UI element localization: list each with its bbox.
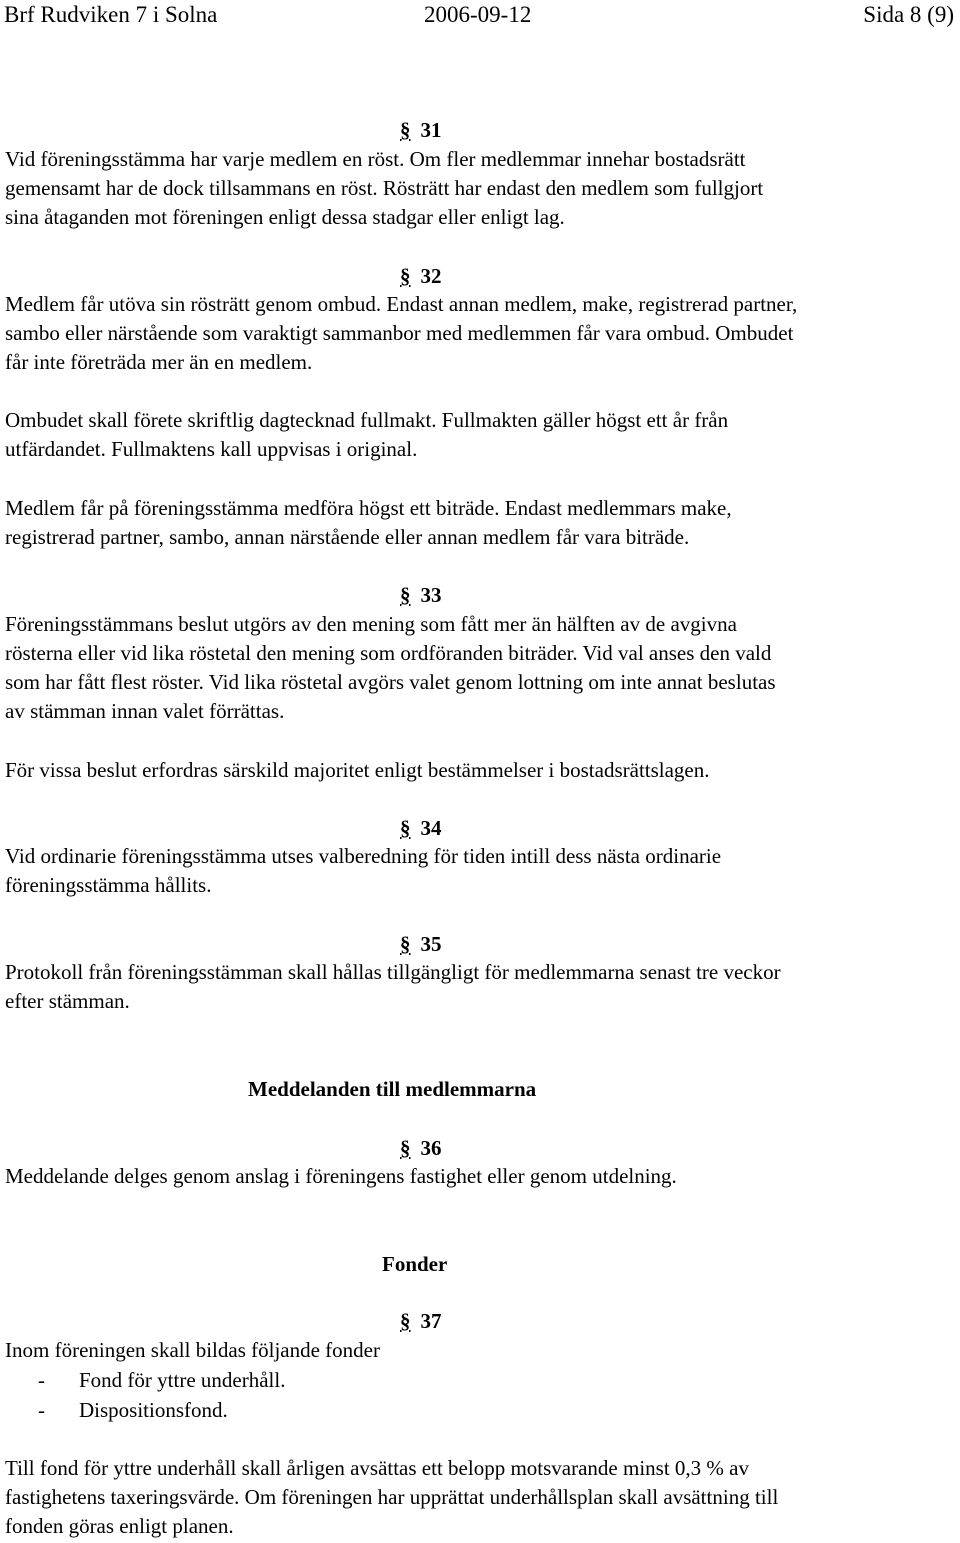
list-item-text: Dispositionsfond. bbox=[79, 1398, 228, 1422]
text-line: gemensamt har de dock tillsammans en röst. Rösträtt har endast den medlem som fullgjort bbox=[5, 176, 764, 200]
paragraph-symbol: § bbox=[400, 1136, 411, 1160]
section-number: 31 bbox=[420, 118, 442, 142]
text-line: fastighetens taxeringsvärde. Om föreningen har upprättat underhållsplan skall avsättning till bbox=[5, 1485, 779, 1509]
section-35-heading bbox=[400, 930, 442, 959]
text-line: utfärdandet. Fullmaktens kall uppvisas i original. bbox=[5, 437, 418, 461]
section-number: 33 bbox=[420, 583, 442, 607]
text-line: Vid föreningsstämma har varje medlem en röst. Om fler medlemmar innehar bostadsrätt bbox=[5, 147, 746, 171]
list-item bbox=[38, 1396, 228, 1425]
text-line: Protokoll från föreningsstämman skall hållas tillgängligt för medlemmarna senast tre veckor bbox=[5, 960, 781, 984]
section-33-paragraph-1 bbox=[5, 610, 955, 726]
header-page-number: Sida 8 (9) bbox=[863, 2, 954, 27]
text-line: Till fond för yttre underhåll skall årligen avsättas ett belopp motsvarande minst 0,3 % av bbox=[5, 1456, 749, 1480]
section-36-heading bbox=[400, 1134, 442, 1163]
section-number: 34 bbox=[420, 816, 442, 840]
section-32-paragraph-3 bbox=[5, 494, 955, 552]
heading-fonder: Fonder bbox=[382, 1252, 448, 1276]
text-line: Medlem får på föreningsstämma medföra högst ett biträde. Endast medlemmars make, bbox=[5, 496, 732, 520]
text-line: registrerad partner, sambo, annan närstående eller annan medlem får vara biträde. bbox=[5, 525, 690, 549]
header-association-name: Brf Rudviken 7 i Solna bbox=[4, 2, 218, 27]
section-37-heading bbox=[400, 1307, 442, 1336]
text-line: Meddelande delges genom anslag i föreningens fastighet eller genom utdelning. bbox=[5, 1164, 677, 1188]
section-31-heading bbox=[400, 116, 442, 145]
list-dash: - bbox=[38, 1398, 45, 1422]
text-line: av stämman innan valet förrättas. bbox=[5, 699, 285, 723]
section-34-text bbox=[5, 842, 955, 900]
section-number: 32 bbox=[420, 264, 442, 288]
paragraph-symbol: § bbox=[400, 816, 411, 840]
text-line: För vissa beslut erfordras särskild majoritet enligt bestämmelser i bostadsrättslagen. bbox=[5, 758, 710, 782]
paragraph-symbol: § bbox=[400, 583, 411, 607]
section-32-paragraph-2 bbox=[5, 406, 955, 464]
paragraph-symbol: § bbox=[400, 118, 411, 142]
paragraph-symbol: § bbox=[400, 264, 411, 288]
paragraph-symbol: § bbox=[400, 932, 411, 956]
paragraph-symbol: § bbox=[400, 1309, 411, 1333]
section-31-text bbox=[5, 145, 955, 232]
section-34-heading bbox=[400, 814, 442, 843]
section-37-paragraph-2 bbox=[5, 1454, 955, 1541]
text-line: fonden göras enligt planen. bbox=[5, 1514, 234, 1538]
section-37-intro bbox=[5, 1336, 955, 1365]
section-number: 35 bbox=[420, 932, 442, 956]
heading-meddelanden: Meddelanden till medlemmarna bbox=[248, 1077, 537, 1101]
list-dash: - bbox=[38, 1368, 45, 1392]
text-line: Medlem får utöva sin rösträtt genom ombud. Endast annan medlem, make, registrerad partner, bbox=[5, 292, 798, 316]
section-36-text bbox=[5, 1162, 955, 1191]
text-line: Vid ordinarie föreningsstämma utses valberedning för tiden intill dess nästa ordinarie bbox=[5, 844, 722, 868]
section-33-heading bbox=[400, 581, 442, 610]
list-item bbox=[38, 1366, 285, 1395]
text-line: Ombudet skall förete skriftlig dagtecknad fullmakt. Fullmakten gäller högst ett år från bbox=[5, 408, 729, 432]
text-line: föreningsstämma hållits. bbox=[5, 873, 212, 897]
section-33-paragraph-2 bbox=[5, 756, 955, 785]
text-line: Föreningsstämmans beslut utgörs av den mening som fått mer än hälften av de avgivna bbox=[5, 612, 737, 636]
list-item-text: Fond för yttre underhåll. bbox=[79, 1368, 286, 1392]
section-number: 36 bbox=[420, 1136, 442, 1160]
text-line: som har fått flest röster. Vid lika röstetal avgörs valet genom lottning om inte annat beslutas bbox=[5, 670, 776, 694]
text-line: rösterna eller vid lika röstetal den mening som ordföranden biträder. Vid val anses den vald bbox=[5, 641, 772, 665]
text-line: efter stämman. bbox=[5, 989, 130, 1013]
text-line: sambo eller närstående som varaktigt sammanbor med medlemmen får vara ombud. Ombudet bbox=[5, 321, 794, 345]
text-line: får inte företräda mer än en medlem. bbox=[5, 350, 313, 374]
section-32-paragraph-1 bbox=[5, 290, 955, 377]
page-header bbox=[0, 0, 960, 30]
section-number: 37 bbox=[420, 1309, 442, 1333]
section-35-text bbox=[5, 958, 955, 1016]
text-line: sina åtaganden mot föreningen enligt dessa stadgar eller enligt lag. bbox=[5, 205, 565, 229]
header-date: 2006-09-12 bbox=[424, 2, 532, 27]
section-32-heading bbox=[400, 262, 442, 291]
text-line: Inom föreningen skall bildas följande fonder bbox=[5, 1338, 380, 1362]
